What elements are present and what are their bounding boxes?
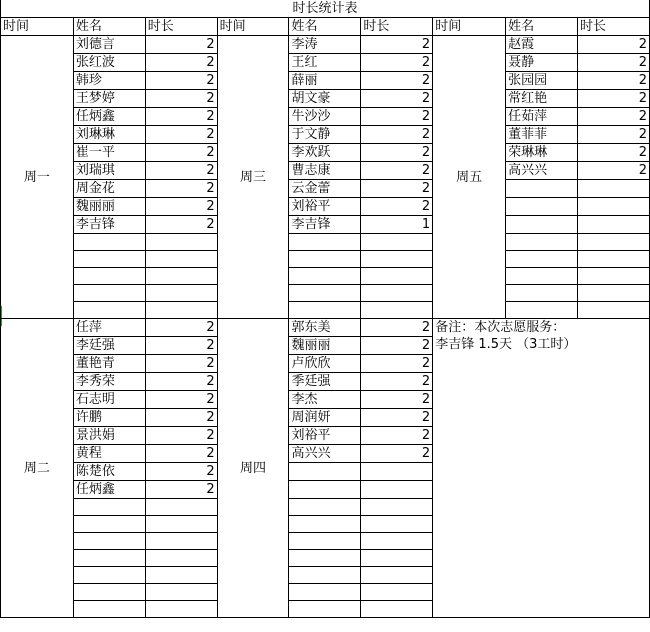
name-cell[interactable]: 高兴兴 xyxy=(289,445,361,463)
name-cell[interactable] xyxy=(73,516,145,533)
duration-cell[interactable]: 2 xyxy=(145,373,217,391)
name-cell[interactable]: 胡文豪 xyxy=(289,90,361,108)
duration-cell[interactable]: 2 xyxy=(361,162,433,180)
name-cell[interactable]: 王梦婷 xyxy=(73,90,145,108)
duration-cell[interactable] xyxy=(361,550,433,567)
duration-cell[interactable]: 2 xyxy=(578,54,650,72)
name-cell[interactable]: 刘德言 xyxy=(73,36,145,54)
duration-cell[interactable]: 2 xyxy=(145,162,217,180)
duration-cell[interactable] xyxy=(145,516,217,533)
name-cell[interactable] xyxy=(506,180,578,198)
duration-cell[interactable]: 2 xyxy=(145,463,217,481)
name-cell[interactable]: 于文静 xyxy=(289,126,361,144)
name-cell[interactable]: 赵霞 xyxy=(506,36,578,54)
duration-cell[interactable]: 2 xyxy=(578,162,650,180)
name-cell[interactable] xyxy=(73,251,145,268)
name-cell[interactable]: 任萍 xyxy=(73,319,145,337)
name-cell[interactable] xyxy=(73,550,145,567)
name-cell[interactable]: 高兴兴 xyxy=(506,162,578,180)
duration-cell[interactable] xyxy=(145,567,217,584)
duration-cell[interactable]: 2 xyxy=(361,445,433,463)
duration-cell[interactable]: 2 xyxy=(145,409,217,427)
name-cell[interactable]: 张园园 xyxy=(506,72,578,90)
note-cell[interactable] xyxy=(433,319,650,618)
name-cell[interactable] xyxy=(73,584,145,601)
name-cell[interactable]: 崔一平 xyxy=(73,144,145,162)
name-cell[interactable]: 张红波 xyxy=(73,54,145,72)
duration-cell[interactable] xyxy=(361,499,433,516)
duration-cell[interactable]: 2 xyxy=(361,355,433,373)
name-cell[interactable] xyxy=(289,533,361,550)
name-cell[interactable] xyxy=(289,481,361,499)
name-cell[interactable] xyxy=(506,216,578,234)
name-cell[interactable] xyxy=(289,285,361,302)
day-cell-thu[interactable]: 周四 xyxy=(217,319,289,618)
duration-cell[interactable]: 2 xyxy=(145,54,217,72)
duration-cell[interactable] xyxy=(361,285,433,302)
duration-cell[interactable] xyxy=(361,481,433,499)
day-cell-wed[interactable]: 周三 xyxy=(217,36,289,319)
duration-cell[interactable]: 2 xyxy=(361,198,433,216)
duration-cell[interactable] xyxy=(145,601,217,618)
duration-cell[interactable] xyxy=(145,251,217,268)
duration-cell[interactable] xyxy=(361,302,433,319)
duration-cell[interactable] xyxy=(578,216,650,234)
name-cell[interactable]: 魏丽丽 xyxy=(73,198,145,216)
duration-cell[interactable] xyxy=(578,251,650,268)
duration-cell[interactable]: 2 xyxy=(361,126,433,144)
name-cell[interactable]: 许鹏 xyxy=(73,409,145,427)
name-cell[interactable] xyxy=(289,584,361,601)
name-cell[interactable] xyxy=(73,268,145,285)
name-cell[interactable]: 任炳鑫 xyxy=(73,481,145,499)
duration-cell[interactable] xyxy=(578,180,650,198)
duration-cell[interactable] xyxy=(578,234,650,251)
duration-cell[interactable]: 2 xyxy=(361,427,433,445)
header-time[interactable]: 时间 xyxy=(217,18,289,36)
duration-cell[interactable] xyxy=(145,285,217,302)
day-cell-tue[interactable]: 周二 xyxy=(1,319,74,618)
name-cell[interactable] xyxy=(289,251,361,268)
duration-cell[interactable]: 1 xyxy=(361,216,433,234)
duration-cell[interactable] xyxy=(361,533,433,550)
name-cell[interactable]: 任炳鑫 xyxy=(73,108,145,126)
duration-cell[interactable]: 2 xyxy=(145,144,217,162)
duration-cell[interactable] xyxy=(145,302,217,319)
name-cell[interactable] xyxy=(506,251,578,268)
name-cell[interactable] xyxy=(289,302,361,319)
duration-cell[interactable]: 2 xyxy=(145,427,217,445)
duration-cell[interactable]: 2 xyxy=(578,126,650,144)
note-line-2: 李吉锋 1.5天 （3工时） xyxy=(435,337,577,352)
name-cell[interactable]: 魏丽丽 xyxy=(289,337,361,355)
duration-cell[interactable]: 2 xyxy=(578,108,650,126)
duration-cell[interactable]: 2 xyxy=(145,445,217,463)
duration-cell[interactable] xyxy=(578,198,650,216)
duration-cell[interactable] xyxy=(361,516,433,533)
name-cell[interactable]: 卢欣欣 xyxy=(289,355,361,373)
name-cell[interactable]: 李吉锋 xyxy=(289,216,361,234)
name-cell[interactable]: 曹志康 xyxy=(289,162,361,180)
name-cell[interactable] xyxy=(506,302,578,319)
header-name[interactable]: 姓名 xyxy=(289,18,361,36)
duration-cell[interactable]: 2 xyxy=(145,216,217,234)
name-cell[interactable]: 云金蕾 xyxy=(289,180,361,198)
name-cell[interactable]: 周润妍 xyxy=(289,409,361,427)
name-cell[interactable]: 李秀荣 xyxy=(73,373,145,391)
name-cell[interactable] xyxy=(506,268,578,285)
name-cell[interactable] xyxy=(73,302,145,319)
name-cell[interactable]: 郭东美 xyxy=(289,319,361,337)
duration-cell[interactable]: 2 xyxy=(578,144,650,162)
name-cell[interactable]: 景洪娟 xyxy=(73,427,145,445)
name-cell[interactable]: 李涛 xyxy=(289,36,361,54)
name-cell[interactable] xyxy=(289,550,361,567)
name-cell[interactable] xyxy=(73,601,145,618)
name-cell[interactable] xyxy=(289,234,361,251)
header-time[interactable]: 时间 xyxy=(1,18,74,36)
duration-cell[interactable] xyxy=(361,268,433,285)
duration-cell[interactable]: 2 xyxy=(361,54,433,72)
note-line-1: 备注：本次志愿服务： xyxy=(435,320,566,335)
duration-cell[interactable]: 2 xyxy=(145,391,217,409)
name-cell[interactable]: 陈楚依 xyxy=(73,463,145,481)
name-cell[interactable] xyxy=(289,268,361,285)
header-duration[interactable]: 时长 xyxy=(578,18,650,36)
name-cell[interactable] xyxy=(73,285,145,302)
name-cell[interactable]: 刘裕平 xyxy=(289,198,361,216)
name-cell[interactable] xyxy=(506,285,578,302)
duration-cell[interactable] xyxy=(361,234,433,251)
day-cell-fri[interactable]: 周五 xyxy=(433,36,506,319)
name-cell[interactable] xyxy=(289,567,361,584)
name-cell[interactable]: 李杰 xyxy=(289,391,361,409)
duration-cell[interactable]: 2 xyxy=(145,180,217,198)
duration-cell[interactable] xyxy=(361,601,433,618)
name-cell[interactable]: 董菲菲 xyxy=(506,126,578,144)
name-cell[interactable]: 常红艳 xyxy=(506,90,578,108)
duration-cell[interactable]: 2 xyxy=(578,90,650,108)
duration-cell[interactable]: 2 xyxy=(361,36,433,54)
duration-cell[interactable]: 2 xyxy=(145,72,217,90)
header-name[interactable]: 姓名 xyxy=(506,18,578,36)
header-duration[interactable]: 时长 xyxy=(145,18,217,36)
duration-cell[interactable] xyxy=(361,584,433,601)
header-duration[interactable]: 时长 xyxy=(361,18,433,36)
duration-cell[interactable]: 2 xyxy=(145,319,217,337)
name-cell[interactable]: 刘裕平 xyxy=(289,427,361,445)
duration-cell[interactable]: 2 xyxy=(145,36,217,54)
duration-cell[interactable]: 2 xyxy=(361,373,433,391)
name-cell[interactable]: 李欢跃 xyxy=(289,144,361,162)
duration-cell[interactable] xyxy=(145,550,217,567)
duration-cell[interactable]: 2 xyxy=(145,198,217,216)
name-cell[interactable]: 董艳青 xyxy=(73,355,145,373)
name-cell[interactable]: 牛沙沙 xyxy=(289,108,361,126)
duration-cell[interactable] xyxy=(361,463,433,481)
name-cell[interactable] xyxy=(73,234,145,251)
duration-cell[interactable]: 2 xyxy=(578,36,650,54)
name-cell[interactable]: 薛丽 xyxy=(289,72,361,90)
duration-cell[interactable]: 2 xyxy=(361,144,433,162)
duration-cell[interactable]: 2 xyxy=(361,180,433,198)
day-cell-mon[interactable]: 周一 xyxy=(1,36,74,319)
name-cell[interactable] xyxy=(289,463,361,481)
header-time[interactable]: 时间 xyxy=(433,18,506,36)
duration-cell[interactable] xyxy=(145,584,217,601)
duration-cell[interactable] xyxy=(145,533,217,550)
duration-cell[interactable]: 2 xyxy=(145,108,217,126)
duration-cell[interactable]: 2 xyxy=(145,355,217,373)
duration-cell[interactable]: 2 xyxy=(361,108,433,126)
name-cell[interactable] xyxy=(73,567,145,584)
duration-cell[interactable]: 2 xyxy=(361,90,433,108)
duration-cell[interactable]: 2 xyxy=(145,481,217,499)
name-cell[interactable] xyxy=(289,601,361,618)
duration-cell[interactable]: 2 xyxy=(361,319,433,337)
duration-cell[interactable] xyxy=(361,567,433,584)
duration-cell[interactable]: 2 xyxy=(361,337,433,355)
name-cell[interactable]: 黄程 xyxy=(73,445,145,463)
name-cell[interactable] xyxy=(506,234,578,251)
name-cell[interactable]: 王红 xyxy=(289,54,361,72)
name-cell[interactable]: 任茹萍 xyxy=(506,108,578,126)
name-cell[interactable]: 刘琳琳 xyxy=(73,126,145,144)
name-cell[interactable]: 聂静 xyxy=(506,54,578,72)
duration-cell[interactable] xyxy=(145,268,217,285)
duration-cell[interactable]: 2 xyxy=(145,126,217,144)
name-cell[interactable] xyxy=(506,198,578,216)
name-cell[interactable] xyxy=(73,499,145,516)
duration-cell[interactable]: 2 xyxy=(578,72,650,90)
duration-cell[interactable]: 2 xyxy=(145,337,217,355)
name-cell[interactable] xyxy=(289,516,361,533)
duration-cell[interactable] xyxy=(578,285,650,302)
duration-cell[interactable]: 2 xyxy=(361,391,433,409)
name-cell[interactable]: 季廷强 xyxy=(289,373,361,391)
name-cell[interactable]: 李吉锋 xyxy=(73,216,145,234)
duration-cell[interactable] xyxy=(145,499,217,516)
duration-cell[interactable] xyxy=(145,234,217,251)
duration-cell[interactable]: 2 xyxy=(145,90,217,108)
name-cell[interactable]: 荣琳琳 xyxy=(506,144,578,162)
duration-cell[interactable] xyxy=(361,251,433,268)
name-cell[interactable]: 周金花 xyxy=(73,180,145,198)
duration-cell[interactable]: 2 xyxy=(361,409,433,427)
header-name[interactable]: 姓名 xyxy=(73,18,145,36)
name-cell[interactable]: 韩珍 xyxy=(73,72,145,90)
name-cell[interactable]: 石志明 xyxy=(73,391,145,409)
sheet-title[interactable]: 时长统计表 xyxy=(1,0,650,18)
duration-cell[interactable] xyxy=(578,268,650,285)
name-cell[interactable]: 刘瑞琪 xyxy=(73,162,145,180)
name-cell[interactable]: 李廷强 xyxy=(73,337,145,355)
name-cell[interactable] xyxy=(289,499,361,516)
duration-cell[interactable] xyxy=(578,302,650,319)
duration-cell[interactable]: 2 xyxy=(361,72,433,90)
name-cell[interactable] xyxy=(73,533,145,550)
